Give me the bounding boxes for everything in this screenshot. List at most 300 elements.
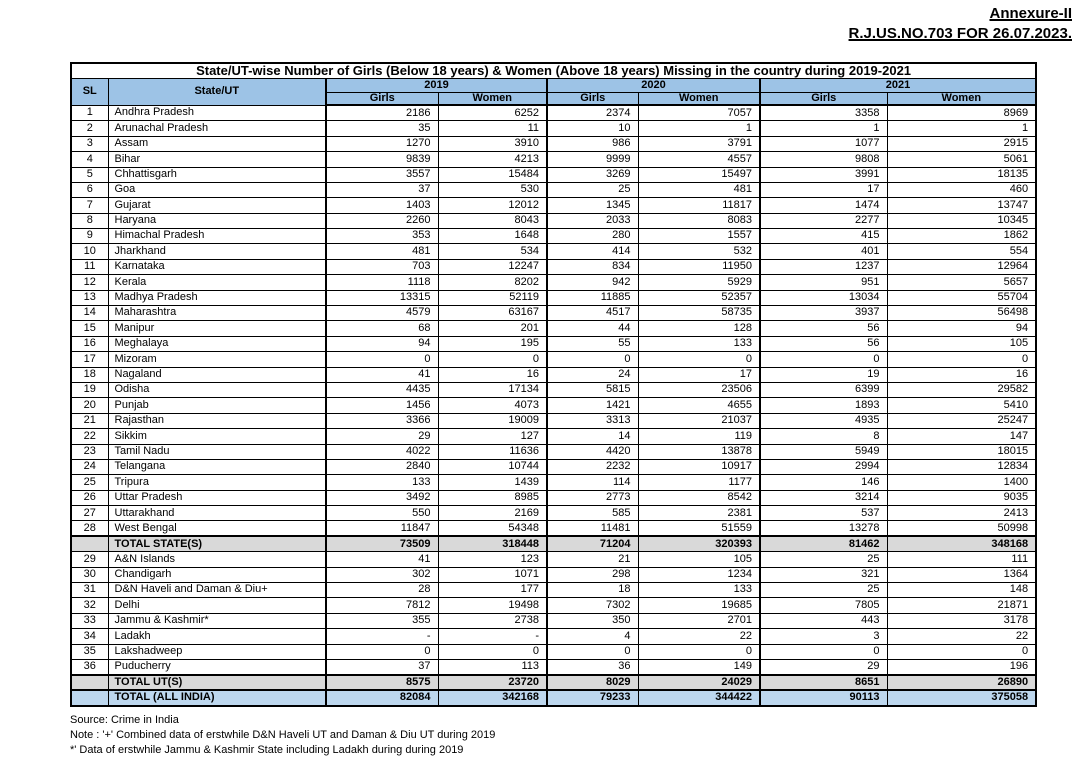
sl-cell: 33 bbox=[71, 613, 108, 628]
sl-cell: 28 bbox=[71, 521, 108, 536]
value-cell: 5061 bbox=[887, 152, 1036, 167]
value-cell: 534 bbox=[438, 244, 547, 259]
value-cell: 41 bbox=[326, 552, 438, 567]
state-cell: West Bengal bbox=[108, 521, 326, 536]
value-cell: 1 bbox=[760, 121, 887, 136]
value-cell: 8969 bbox=[887, 105, 1036, 120]
value-cell: 532 bbox=[638, 244, 760, 259]
state-cell: Sikkim bbox=[108, 429, 326, 444]
value-cell: 201 bbox=[438, 321, 547, 336]
annexure-heading bbox=[849, 4, 1072, 43]
table-row bbox=[71, 475, 1036, 490]
value-cell: 375058 bbox=[887, 690, 1036, 705]
table-row bbox=[71, 506, 1036, 521]
value-cell: 7302 bbox=[547, 598, 638, 613]
value-cell: 2033 bbox=[547, 213, 638, 228]
sl-cell: 2 bbox=[71, 121, 108, 136]
value-cell: 4557 bbox=[638, 152, 760, 167]
value-cell: 51559 bbox=[638, 521, 760, 536]
value-cell: 11481 bbox=[547, 521, 638, 536]
value-cell: 94 bbox=[326, 336, 438, 351]
value-cell: 3 bbox=[760, 629, 887, 644]
value-cell: 3791 bbox=[638, 136, 760, 151]
annexure-line-1: Annexure-II bbox=[989, 5, 1072, 22]
col-header-sl: SL bbox=[71, 78, 108, 105]
value-cell: 0 bbox=[638, 352, 760, 367]
value-cell: 1648 bbox=[438, 229, 547, 244]
value-cell: 146 bbox=[760, 475, 887, 490]
value-cell: 127 bbox=[438, 429, 547, 444]
value-cell: 1071 bbox=[438, 567, 547, 582]
col-header-girls-2020: Girls bbox=[547, 92, 638, 105]
value-cell: 37 bbox=[326, 182, 438, 197]
value-cell: 302 bbox=[326, 567, 438, 582]
value-cell: 8542 bbox=[638, 490, 760, 505]
table-row bbox=[71, 352, 1036, 367]
table-row bbox=[71, 198, 1036, 213]
sl-cell: 7 bbox=[71, 198, 108, 213]
value-cell: 17134 bbox=[438, 382, 547, 397]
value-cell: 348168 bbox=[887, 536, 1036, 551]
value-cell: 3269 bbox=[547, 167, 638, 182]
value-cell: 8 bbox=[760, 429, 887, 444]
annexure-line-2: R.J.US.NO.703 FOR 26.07.2023. bbox=[848, 24, 1072, 42]
sl-cell: 11 bbox=[71, 259, 108, 274]
table-row bbox=[71, 121, 1036, 136]
value-cell: 29 bbox=[760, 660, 887, 675]
value-cell: 111 bbox=[887, 552, 1036, 567]
value-cell: 25247 bbox=[887, 413, 1036, 428]
table-row bbox=[71, 660, 1036, 675]
sl-cell: 3 bbox=[71, 136, 108, 151]
value-cell: 73509 bbox=[326, 536, 438, 551]
state-cell: D&N Haveli and Daman & Diu+ bbox=[108, 583, 326, 598]
state-cell: Chhattisgarh bbox=[108, 167, 326, 182]
footer-source: Source: Crime in India bbox=[70, 714, 179, 726]
value-cell: 3557 bbox=[326, 167, 438, 182]
value-cell: 11 bbox=[438, 121, 547, 136]
value-cell: 2186 bbox=[326, 105, 438, 120]
value-cell: 2413 bbox=[887, 506, 1036, 521]
state-cell: Assam bbox=[108, 136, 326, 151]
table-total-row bbox=[71, 690, 1036, 705]
state-cell: Uttarakhand bbox=[108, 506, 326, 521]
value-cell: 353 bbox=[326, 229, 438, 244]
value-cell: 344422 bbox=[638, 690, 760, 705]
value-cell: 11817 bbox=[638, 198, 760, 213]
table-row bbox=[71, 167, 1036, 182]
value-cell: 2381 bbox=[638, 506, 760, 521]
value-cell: 10 bbox=[547, 121, 638, 136]
value-cell: 1345 bbox=[547, 198, 638, 213]
value-cell: 2374 bbox=[547, 105, 638, 120]
value-cell: 11950 bbox=[638, 259, 760, 274]
sl-cell: 10 bbox=[71, 244, 108, 259]
value-cell: 951 bbox=[760, 275, 887, 290]
value-cell: 1557 bbox=[638, 229, 760, 244]
value-cell: 8575 bbox=[326, 675, 438, 690]
value-cell: 5657 bbox=[887, 275, 1036, 290]
value-cell: 25 bbox=[760, 552, 887, 567]
value-cell: 585 bbox=[547, 506, 638, 521]
value-cell: 35 bbox=[326, 121, 438, 136]
value-cell: 56 bbox=[760, 321, 887, 336]
value-cell: 13034 bbox=[760, 290, 887, 305]
value-cell: 18 bbox=[547, 583, 638, 598]
table-row bbox=[71, 136, 1036, 151]
value-cell: 18015 bbox=[887, 444, 1036, 459]
value-cell: 2701 bbox=[638, 613, 760, 628]
value-cell: 9808 bbox=[760, 152, 887, 167]
state-cell: Nagaland bbox=[108, 367, 326, 382]
value-cell: 28 bbox=[326, 583, 438, 598]
value-cell: 1474 bbox=[760, 198, 887, 213]
missing-persons-table bbox=[70, 62, 1037, 707]
value-cell: 7805 bbox=[760, 598, 887, 613]
table-row bbox=[71, 213, 1036, 228]
value-cell: 318448 bbox=[438, 536, 547, 551]
value-cell: 1439 bbox=[438, 475, 547, 490]
table-row bbox=[71, 152, 1036, 167]
state-cell: Kerala bbox=[108, 275, 326, 290]
value-cell: 21871 bbox=[887, 598, 1036, 613]
value-cell: 481 bbox=[638, 182, 760, 197]
value-cell: 460 bbox=[887, 182, 1036, 197]
value-cell: 342168 bbox=[438, 690, 547, 705]
value-cell: 4579 bbox=[326, 306, 438, 321]
sl-cell: 18 bbox=[71, 367, 108, 382]
state-cell: TOTAL UT(S) bbox=[108, 675, 326, 690]
value-cell: 52119 bbox=[438, 290, 547, 305]
value-cell: 13878 bbox=[638, 444, 760, 459]
sl-cell: 9 bbox=[71, 229, 108, 244]
sl-cell: 21 bbox=[71, 413, 108, 428]
value-cell: 147 bbox=[887, 429, 1036, 444]
state-cell: A&N Islands bbox=[108, 552, 326, 567]
table-row bbox=[71, 552, 1036, 567]
col-header-girls-2021: Girls bbox=[760, 92, 887, 105]
value-cell: 0 bbox=[760, 352, 887, 367]
value-cell: 119 bbox=[638, 429, 760, 444]
value-cell: 21 bbox=[547, 552, 638, 567]
state-cell: Gujarat bbox=[108, 198, 326, 213]
value-cell: 4435 bbox=[326, 382, 438, 397]
sl-cell: 36 bbox=[71, 660, 108, 675]
table-row bbox=[71, 598, 1036, 613]
value-cell: 6399 bbox=[760, 382, 887, 397]
value-cell: 13278 bbox=[760, 521, 887, 536]
sl-cell: 14 bbox=[71, 306, 108, 321]
sl-cell: 31 bbox=[71, 583, 108, 598]
table-row bbox=[71, 321, 1036, 336]
value-cell: 94 bbox=[887, 321, 1036, 336]
state-cell: TOTAL STATE(S) bbox=[108, 536, 326, 551]
state-cell: Goa bbox=[108, 182, 326, 197]
value-cell: 1400 bbox=[887, 475, 1036, 490]
table-row bbox=[71, 336, 1036, 351]
value-cell: 481 bbox=[326, 244, 438, 259]
col-header-women-2020: Women bbox=[638, 92, 760, 105]
value-cell: 22 bbox=[638, 629, 760, 644]
table-total-row bbox=[71, 536, 1036, 551]
value-cell: 9035 bbox=[887, 490, 1036, 505]
footer-note-1: Note : '+' Combined data of erstwhile D&N Haveli UT and Daman & Diu UT during 2019 bbox=[70, 729, 496, 742]
value-cell: 52357 bbox=[638, 290, 760, 305]
value-cell: 3313 bbox=[547, 413, 638, 428]
state-cell: Karnataka bbox=[108, 259, 326, 274]
value-cell: 56 bbox=[760, 336, 887, 351]
state-cell: Rajasthan bbox=[108, 413, 326, 428]
value-cell: 56498 bbox=[887, 306, 1036, 321]
value-cell: 554 bbox=[887, 244, 1036, 259]
col-header-state: State/UT bbox=[108, 78, 326, 105]
sl-cell: 17 bbox=[71, 352, 108, 367]
value-cell: - bbox=[438, 629, 547, 644]
value-cell: 1077 bbox=[760, 136, 887, 151]
value-cell: 1421 bbox=[547, 398, 638, 413]
value-cell: 11885 bbox=[547, 290, 638, 305]
value-cell: 82084 bbox=[326, 690, 438, 705]
state-cell: Jharkhand bbox=[108, 244, 326, 259]
value-cell: 3991 bbox=[760, 167, 887, 182]
value-cell: 12834 bbox=[887, 459, 1036, 474]
state-cell: Mizoram bbox=[108, 352, 326, 367]
value-cell: 8985 bbox=[438, 490, 547, 505]
sl-cell: 13 bbox=[71, 290, 108, 305]
value-cell: 114 bbox=[547, 475, 638, 490]
value-cell: 4517 bbox=[547, 306, 638, 321]
value-cell: 19 bbox=[760, 367, 887, 382]
value-cell: 703 bbox=[326, 259, 438, 274]
table-row bbox=[71, 521, 1036, 536]
value-cell: 1118 bbox=[326, 275, 438, 290]
value-cell: 63167 bbox=[438, 306, 547, 321]
value-cell: 8651 bbox=[760, 675, 887, 690]
value-cell: 0 bbox=[760, 644, 887, 659]
sl-cell: 19 bbox=[71, 382, 108, 397]
value-cell: 1234 bbox=[638, 567, 760, 582]
state-cell: Meghalaya bbox=[108, 336, 326, 351]
value-cell: 19009 bbox=[438, 413, 547, 428]
value-cell: 9839 bbox=[326, 152, 438, 167]
value-cell: 133 bbox=[638, 336, 760, 351]
value-cell: 29 bbox=[326, 429, 438, 444]
value-cell: 4655 bbox=[638, 398, 760, 413]
value-cell: 5410 bbox=[887, 398, 1036, 413]
table-row bbox=[71, 182, 1036, 197]
value-cell: 23720 bbox=[438, 675, 547, 690]
value-cell: 196 bbox=[887, 660, 1036, 675]
value-cell: 2260 bbox=[326, 213, 438, 228]
table-row bbox=[71, 567, 1036, 582]
value-cell: 13315 bbox=[326, 290, 438, 305]
col-header-2020: 2020 bbox=[547, 78, 760, 92]
value-cell: 5815 bbox=[547, 382, 638, 397]
col-header-girls-2019: Girls bbox=[326, 92, 438, 105]
value-cell: 24029 bbox=[638, 675, 760, 690]
value-cell: 23506 bbox=[638, 382, 760, 397]
value-cell: 71204 bbox=[547, 536, 638, 551]
sl-cell: 20 bbox=[71, 398, 108, 413]
state-cell: Andhra Pradesh bbox=[108, 105, 326, 120]
sl-cell: 25 bbox=[71, 475, 108, 490]
col-header-women-2019: Women bbox=[438, 92, 547, 105]
value-cell: 5929 bbox=[638, 275, 760, 290]
value-cell: 2773 bbox=[547, 490, 638, 505]
state-cell: Punjab bbox=[108, 398, 326, 413]
value-cell: 414 bbox=[547, 244, 638, 259]
table-row bbox=[71, 644, 1036, 659]
footer-note-2: *' Data of erstwhile Jammu & Kashmir State including Ladakh during during 2019 bbox=[70, 744, 464, 757]
value-cell: 4935 bbox=[760, 413, 887, 428]
value-cell: 195 bbox=[438, 336, 547, 351]
value-cell: 4073 bbox=[438, 398, 547, 413]
value-cell: 298 bbox=[547, 567, 638, 582]
value-cell: 0 bbox=[887, 352, 1036, 367]
year-header-row bbox=[71, 78, 1036, 92]
table-row bbox=[71, 382, 1036, 397]
value-cell: 1270 bbox=[326, 136, 438, 151]
value-cell: 1862 bbox=[887, 229, 1036, 244]
state-cell: TOTAL (ALL INDIA) bbox=[108, 690, 326, 705]
value-cell: 11636 bbox=[438, 444, 547, 459]
value-cell: 415 bbox=[760, 229, 887, 244]
state-cell: Madhya Pradesh bbox=[108, 290, 326, 305]
table-row bbox=[71, 398, 1036, 413]
sl-cell bbox=[71, 690, 108, 705]
value-cell: 2232 bbox=[547, 459, 638, 474]
sl-cell: 29 bbox=[71, 552, 108, 567]
value-cell: 41 bbox=[326, 367, 438, 382]
table-row bbox=[71, 490, 1036, 505]
value-cell: 1456 bbox=[326, 398, 438, 413]
value-cell: 3910 bbox=[438, 136, 547, 151]
state-cell: Odisha bbox=[108, 382, 326, 397]
state-cell: Manipur bbox=[108, 321, 326, 336]
value-cell: 3178 bbox=[887, 613, 1036, 628]
value-cell: 2169 bbox=[438, 506, 547, 521]
value-cell: 1403 bbox=[326, 198, 438, 213]
sl-cell: 5 bbox=[71, 167, 108, 182]
table-title-row bbox=[71, 63, 1036, 78]
value-cell: 443 bbox=[760, 613, 887, 628]
table-row bbox=[71, 629, 1036, 644]
value-cell: 10917 bbox=[638, 459, 760, 474]
state-cell: Jammu & Kashmir* bbox=[108, 613, 326, 628]
sl-cell: 22 bbox=[71, 429, 108, 444]
state-cell: Tamil Nadu bbox=[108, 444, 326, 459]
state-cell: Uttar Pradesh bbox=[108, 490, 326, 505]
value-cell: 3214 bbox=[760, 490, 887, 505]
table-row bbox=[71, 275, 1036, 290]
value-cell: 2840 bbox=[326, 459, 438, 474]
value-cell: 2277 bbox=[760, 213, 887, 228]
sl-cell: 26 bbox=[71, 490, 108, 505]
value-cell: 68 bbox=[326, 321, 438, 336]
value-cell: 16 bbox=[887, 367, 1036, 382]
value-cell: 1177 bbox=[638, 475, 760, 490]
value-cell: 133 bbox=[638, 583, 760, 598]
value-cell: 4022 bbox=[326, 444, 438, 459]
state-cell: Maharashtra bbox=[108, 306, 326, 321]
value-cell: 537 bbox=[760, 506, 887, 521]
value-cell: 18135 bbox=[887, 167, 1036, 182]
state-cell: Tripura bbox=[108, 475, 326, 490]
value-cell: 17 bbox=[638, 367, 760, 382]
value-cell: 19498 bbox=[438, 598, 547, 613]
value-cell: 0 bbox=[326, 352, 438, 367]
value-cell: 15497 bbox=[638, 167, 760, 182]
table-row bbox=[71, 429, 1036, 444]
value-cell: 8029 bbox=[547, 675, 638, 690]
sl-cell: 32 bbox=[71, 598, 108, 613]
sl-cell: 1 bbox=[71, 105, 108, 120]
value-cell: 12012 bbox=[438, 198, 547, 213]
value-cell: 15484 bbox=[438, 167, 547, 182]
value-cell: 1893 bbox=[760, 398, 887, 413]
value-cell: 2994 bbox=[760, 459, 887, 474]
value-cell: 12247 bbox=[438, 259, 547, 274]
value-cell: 25 bbox=[547, 182, 638, 197]
value-cell: 10345 bbox=[887, 213, 1036, 228]
value-cell: 55 bbox=[547, 336, 638, 351]
sl-cell: 30 bbox=[71, 567, 108, 582]
sl-cell: 6 bbox=[71, 182, 108, 197]
value-cell: 4213 bbox=[438, 152, 547, 167]
col-header-2019: 2019 bbox=[326, 78, 547, 92]
footer-notes bbox=[70, 713, 495, 759]
value-cell: 105 bbox=[638, 552, 760, 567]
value-cell: - bbox=[326, 629, 438, 644]
value-cell: 123 bbox=[438, 552, 547, 567]
table-row bbox=[71, 444, 1036, 459]
value-cell: 55704 bbox=[887, 290, 1036, 305]
value-cell: 280 bbox=[547, 229, 638, 244]
value-cell: 8202 bbox=[438, 275, 547, 290]
value-cell: 149 bbox=[638, 660, 760, 675]
table-total-row bbox=[71, 675, 1036, 690]
table-row bbox=[71, 413, 1036, 428]
table-row bbox=[71, 229, 1036, 244]
value-cell: 0 bbox=[326, 644, 438, 659]
value-cell: 355 bbox=[326, 613, 438, 628]
value-cell: 350 bbox=[547, 613, 638, 628]
value-cell: 13747 bbox=[887, 198, 1036, 213]
table-title: State/UT-wise Number of Girls (Below 18 years) & Women (Above 18 years) Missing in the country during 2019-2021 bbox=[71, 63, 1036, 78]
value-cell: 10744 bbox=[438, 459, 547, 474]
state-cell: Ladakh bbox=[108, 629, 326, 644]
value-cell: 90113 bbox=[760, 690, 887, 705]
sl-cell: 8 bbox=[71, 213, 108, 228]
value-cell: 9999 bbox=[547, 152, 638, 167]
sl-cell: 27 bbox=[71, 506, 108, 521]
state-cell: Himachal Pradesh bbox=[108, 229, 326, 244]
table-row bbox=[71, 459, 1036, 474]
value-cell: 3358 bbox=[760, 105, 887, 120]
value-cell: 133 bbox=[326, 475, 438, 490]
table-row bbox=[71, 367, 1036, 382]
value-cell: 44 bbox=[547, 321, 638, 336]
value-cell: 19685 bbox=[638, 598, 760, 613]
value-cell: 0 bbox=[638, 644, 760, 659]
value-cell: 1364 bbox=[887, 567, 1036, 582]
value-cell: 8083 bbox=[638, 213, 760, 228]
state-cell: Haryana bbox=[108, 213, 326, 228]
value-cell: 0 bbox=[438, 352, 547, 367]
sl-cell: 12 bbox=[71, 275, 108, 290]
value-cell: 401 bbox=[760, 244, 887, 259]
value-cell: 3937 bbox=[760, 306, 887, 321]
